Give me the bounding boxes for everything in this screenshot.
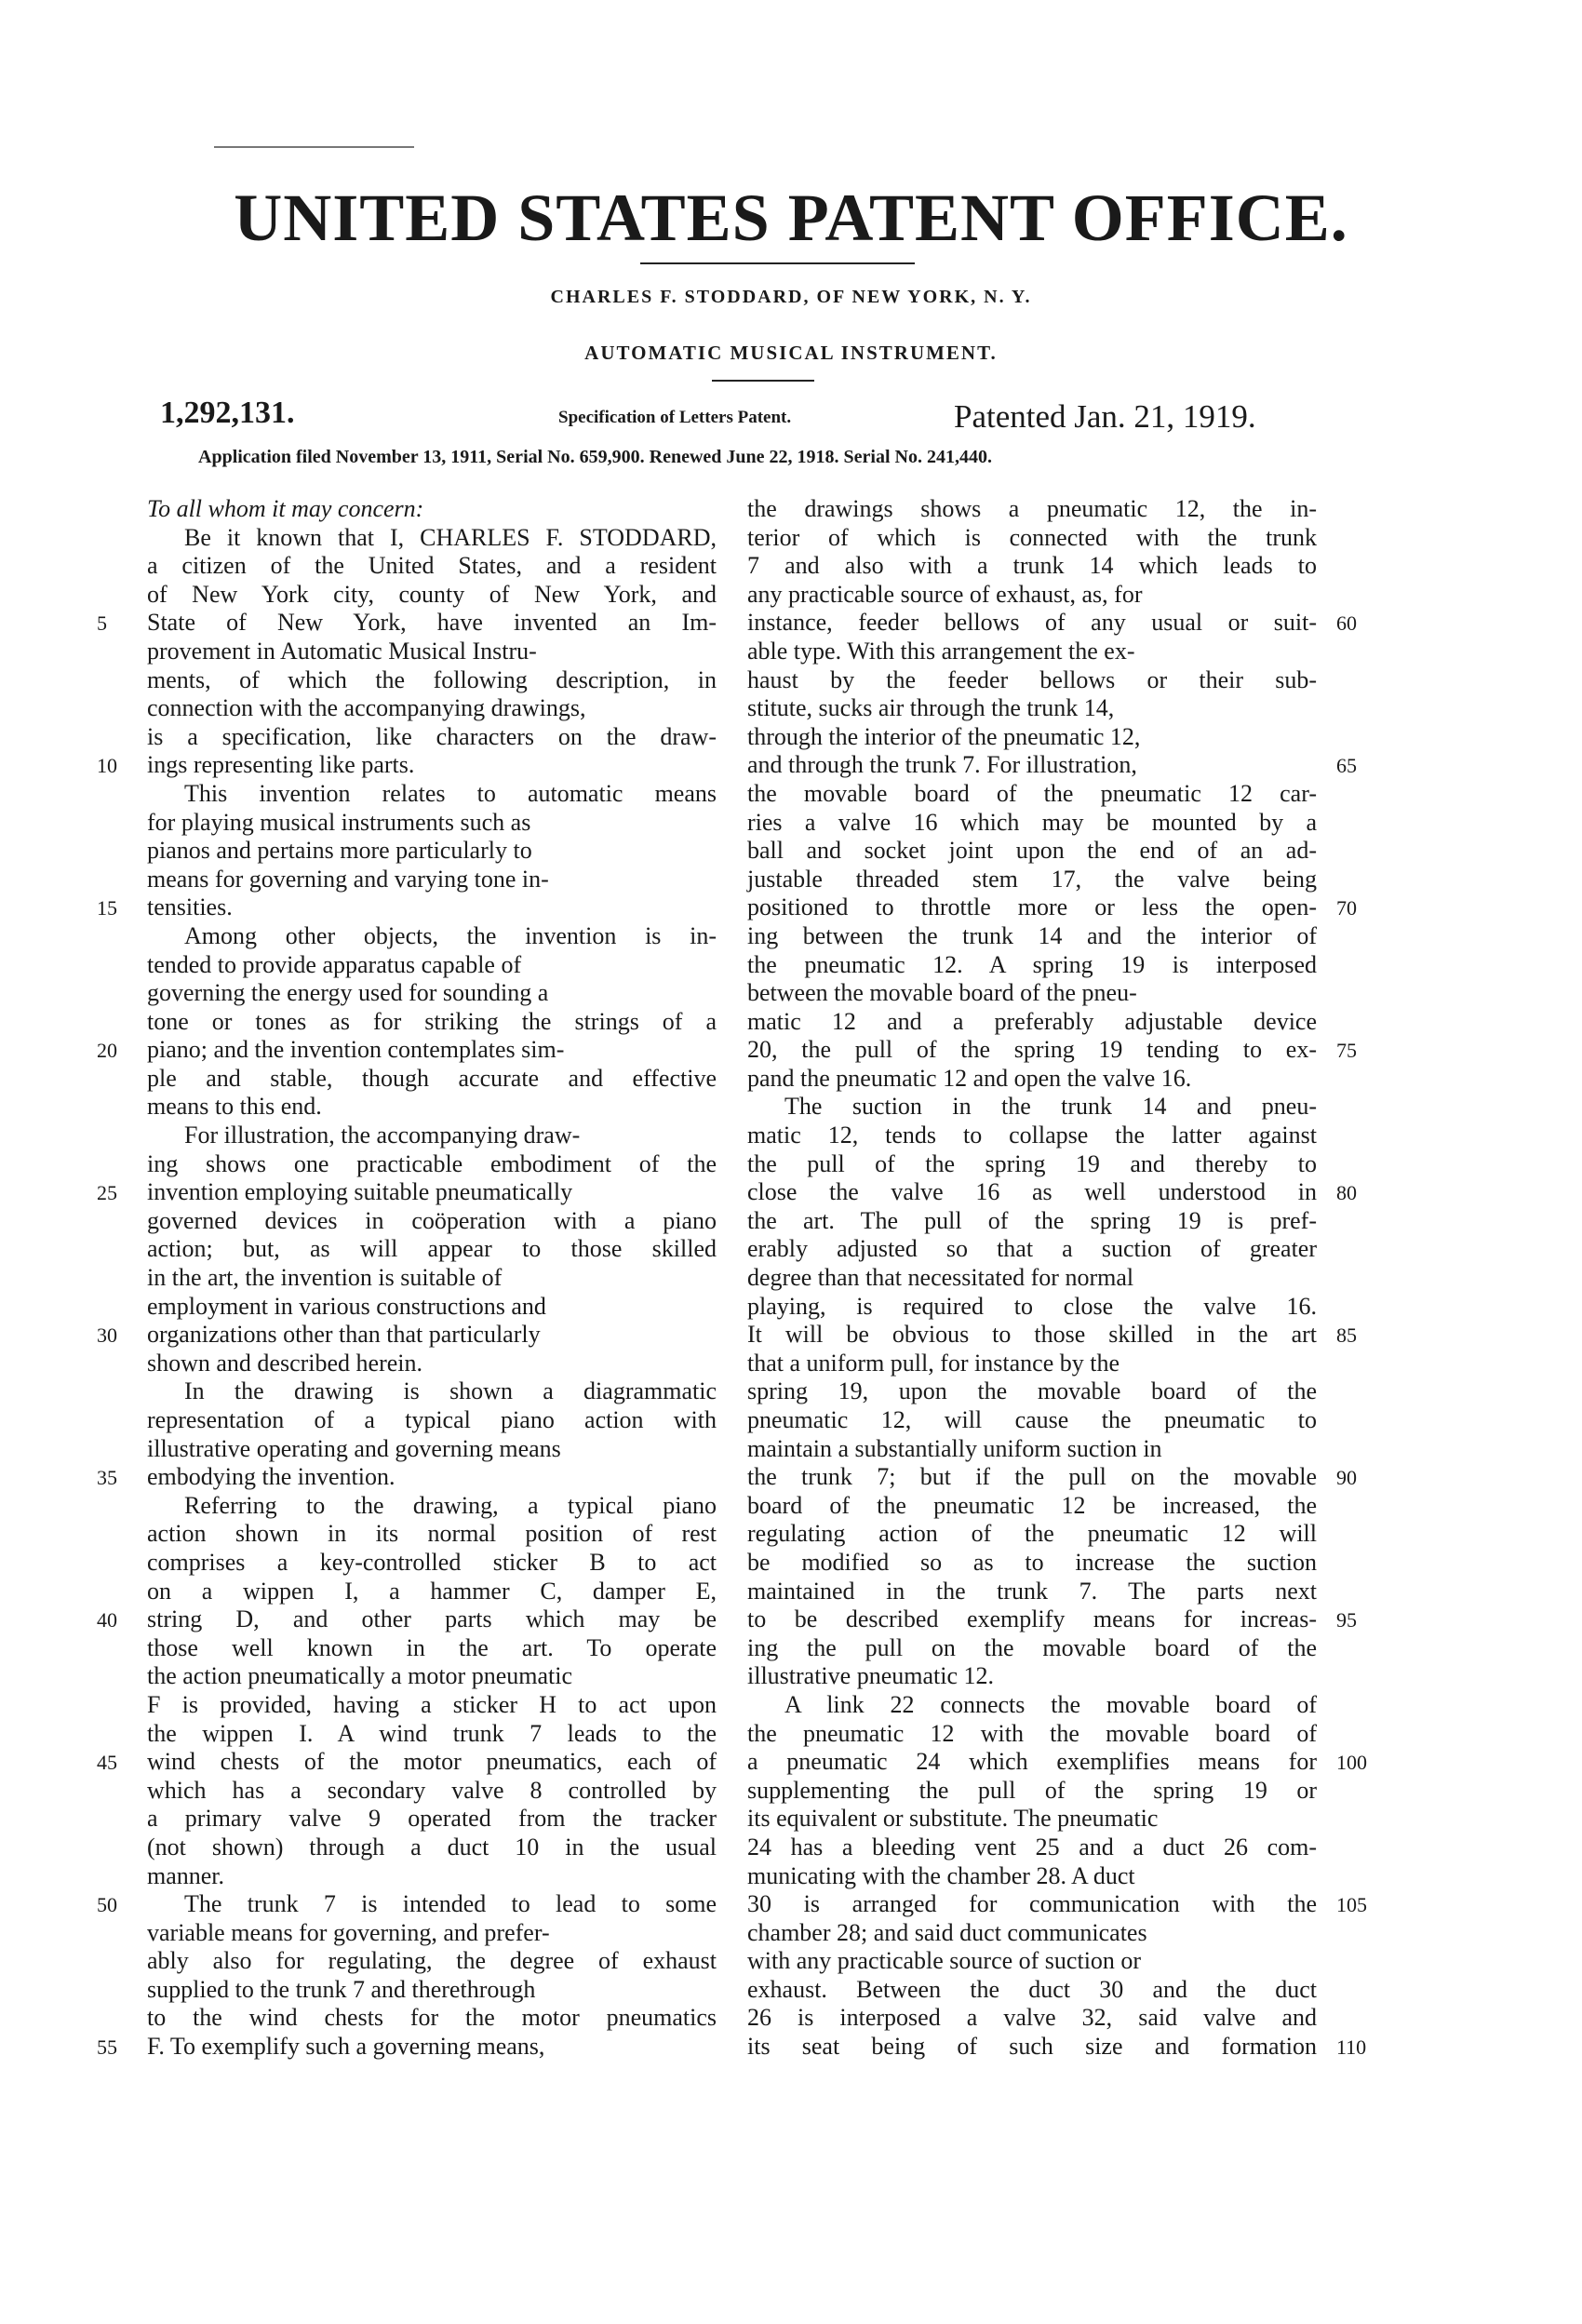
text-line: manner. [147, 1861, 225, 1889]
text-line: pneumatic 12, will cause the pneumatic to [747, 1406, 1317, 1433]
text-line: string D, and other parts which may be [147, 1605, 717, 1633]
text-line: This invention relates to automatic means [184, 779, 717, 807]
text-line: ings representing like parts. [147, 751, 415, 779]
text-line: F is provided, having a sticker H to act upon [147, 1690, 717, 1718]
text-line: ries a valve 16 which may be mounted by a [747, 808, 1317, 836]
text-line: the art. The pull of the spring 19 is pref- [747, 1206, 1317, 1234]
text-line: on a wippen I, a hammer C, damper E, [147, 1577, 717, 1605]
text-line: pand the pneumatic 12 and open the valve 16. [747, 1064, 1192, 1092]
line-number: 60 [1336, 611, 1357, 636]
specification-label: Specification of Letters Patent. [558, 408, 792, 427]
text-line: ball and socket joint upon the end of an ad- [747, 837, 1317, 865]
text-line: Among other objects, the invention is in- [184, 921, 717, 949]
title-underline-rule [640, 262, 915, 264]
text-line: 24 has a bleeding vent 25 and a duct 26 com- [747, 1833, 1317, 1861]
text-line: wind chests of the motor pneumatics, each of [147, 1748, 717, 1776]
line-number: 65 [1336, 754, 1357, 778]
line-number: 90 [1336, 1466, 1357, 1490]
text-line: means to this end. [147, 1093, 322, 1121]
text-line: is a specification, like characters on the draw- [147, 722, 717, 750]
line-number: 45 [97, 1751, 117, 1775]
text-line: the movable board of the pneumatic 12 car- [747, 779, 1317, 807]
text-line: a citizen of the United States, and a resident [147, 552, 717, 580]
text-line: 26 is interposed a valve 32, said valve and [747, 2004, 1317, 2032]
text-line: a primary valve 9 operated from the tracker [147, 1805, 717, 1833]
line-number: 30 [97, 1323, 117, 1348]
line-number: 15 [97, 896, 117, 920]
text-line: that a uniform pull, for instance by the [747, 1349, 1120, 1377]
line-number: 35 [97, 1466, 117, 1490]
text-line: provement in Automatic Musical Instru- [147, 637, 537, 665]
line-number: 105 [1336, 1893, 1367, 1917]
text-line: variable means for governing, and prefer- [147, 1918, 550, 1946]
text-line: terior of which is connected with the trunk [747, 523, 1317, 551]
text-line: invention employing suitable pneumatically [147, 1178, 573, 1206]
text-line: maintained in the trunk 7. The parts next [747, 1577, 1317, 1605]
invention-title: AUTOMATIC MUSICAL INSTRUMENT. [584, 342, 998, 364]
invention-title-rule [712, 380, 814, 382]
text-line: Be it known that I, CHARLES F. STODDARD, [184, 523, 717, 551]
text-line: playing, is required to close the valve 16. [747, 1292, 1317, 1320]
line-number: 40 [97, 1608, 117, 1632]
text-line: the pneumatic 12 with the movable board of [747, 1719, 1317, 1747]
patent-number: 1,292,131. [160, 396, 295, 430]
line-number: 95 [1336, 1608, 1357, 1632]
line-number: 100 [1336, 1751, 1367, 1775]
text-line: piano; and the invention contemplates sim- [147, 1036, 565, 1064]
text-line: (not shown) through a duct 10 in the usual [147, 1833, 717, 1861]
text-line: ple and stable, though accurate and effective [147, 1064, 717, 1092]
text-line: pianos and pertains more particularly to [147, 837, 532, 865]
text-line: action shown in its normal position of rest [147, 1520, 717, 1548]
text-line: be modified so as to increase the suction [747, 1548, 1317, 1576]
text-line: haust by the feeder bellows or their sub- [747, 665, 1317, 693]
text-line: erably adjusted so that a suction of greater [747, 1235, 1317, 1263]
right-text-column [747, 495, 1317, 2062]
text-line: It will be obvious to those skilled in the art [747, 1321, 1317, 1349]
text-line: close the valve 16 as well understood in [747, 1178, 1317, 1206]
text-line: board of the pneumatic 12 be increased, the [747, 1491, 1317, 1519]
text-line: the pull of the spring 19 and thereby to [747, 1149, 1317, 1177]
text-line: To all whom it may concern: [147, 495, 424, 522]
text-line: shown and described herein. [147, 1349, 423, 1377]
text-line: the drawings shows a pneumatic 12, the in- [747, 495, 1317, 522]
text-line: tended to provide apparatus capable of [147, 950, 522, 978]
text-line: which has a secondary valve 8 controlled by [147, 1776, 717, 1804]
text-line: between the movable board of the pneu- [747, 979, 1137, 1007]
text-line: connection with the accompanying drawings, [147, 694, 586, 722]
text-line: spring 19, upon the movable board of the [747, 1377, 1317, 1405]
text-line: through the interior of the pneumatic 12, [747, 722, 1141, 750]
text-line: A link 22 connects the movable board of [784, 1690, 1317, 1718]
line-number: 50 [97, 1893, 117, 1917]
line-number: 5 [97, 611, 107, 636]
text-line: any practicable source of exhaust, as, for [747, 580, 1143, 608]
text-line: municating with the chamber 28. A duct [747, 1861, 1135, 1889]
text-line: supplementing the pull of the spring 19 or [747, 1776, 1317, 1804]
text-line: ing between the trunk 14 and the interior of [747, 921, 1317, 949]
text-line: those well known in the art. To operate [147, 1633, 717, 1661]
text-line: chamber 28; and said duct communicates [747, 1918, 1147, 1946]
patented-date: Patented Jan. 21, 1919. [954, 398, 1256, 435]
line-number: 70 [1336, 896, 1357, 920]
text-line: In the drawing is shown a diagrammatic [184, 1377, 717, 1405]
text-line: employment in various constructions and [147, 1292, 546, 1320]
text-line: to the wind chests for the motor pneumatics [147, 2004, 717, 2032]
text-line: a pneumatic 24 which exemplifies means for [747, 1748, 1317, 1776]
line-number: 10 [97, 754, 117, 778]
text-line: embodying the invention. [147, 1463, 396, 1491]
text-line: supplied to the trunk 7 and therethrough [147, 1975, 536, 2003]
text-line: degree than that necessitated for normal [747, 1264, 1134, 1292]
text-line: 7 and also with a trunk 14 which leads to [747, 552, 1317, 580]
line-number: 80 [1336, 1181, 1357, 1205]
text-line: and through the trunk 7. For illustration, [747, 751, 1137, 779]
text-line: maintain a substantially uniform suction in [747, 1434, 1162, 1462]
text-line: to be described exemplify means for increas- [747, 1605, 1317, 1633]
line-number: 85 [1336, 1323, 1357, 1348]
text-line: its equivalent or substitute. The pneumatic [747, 1805, 1159, 1833]
text-line: governed devices in coöperation with a piano [147, 1206, 717, 1234]
text-line: governing the energy used for sounding a [147, 979, 549, 1007]
left-text-column [147, 495, 717, 2062]
text-line: F. To exemplify such a governing means, [147, 2033, 545, 2061]
text-line: illustrative pneumatic 12. [747, 1662, 994, 1690]
text-line: illustrative operating and governing means [147, 1434, 561, 1462]
line-number: 55 [97, 2035, 117, 2060]
line-number: 20 [97, 1039, 117, 1063]
text-line: in the art, the invention is suitable of [147, 1264, 503, 1292]
text-line: 20, the pull of the spring 19 tending to ex- [747, 1036, 1317, 1064]
text-line: ably also for regulating, the degree of exhaust [147, 1947, 717, 1975]
text-line: tone or tones as for striking the strings of a [147, 1007, 717, 1035]
text-line: the action pneumatically a motor pneumatic [147, 1662, 573, 1690]
text-line: ing the pull on the movable board of the [747, 1633, 1317, 1661]
text-line: The trunk 7 is intended to lead to some [184, 1890, 717, 1918]
text-line: with any practicable source of suction or [747, 1947, 1142, 1975]
text-line: the wippen I. A wind trunk 7 leads to the [147, 1719, 717, 1747]
text-line: the trunk 7; but if the pull on the movable [747, 1463, 1317, 1491]
text-line: ing shows one practicable embodiment of the [147, 1149, 717, 1177]
text-line: able type. With this arrangement the ex- [747, 637, 1135, 665]
line-number: 110 [1336, 2035, 1367, 2060]
text-line: stitute, sucks air through the trunk 14, [747, 694, 1115, 722]
text-line: ments, of which the following description, in [147, 665, 717, 693]
application-filing-line: Application filed November 13, 1911, Serial No. 659,900. Renewed June 22, 1918. Serial No. 241,440. [198, 447, 992, 467]
text-line: positioned to throttle more or less the open- [747, 893, 1317, 921]
text-line: representation of a typical piano action with [147, 1406, 717, 1433]
text-line: The suction in the trunk 14 and pneu- [784, 1093, 1317, 1121]
text-line: comprises a key-controlled sticker B to act [147, 1548, 717, 1576]
inventor-line: CHARLES F. STODDARD, OF NEW YORK, N. Y. [550, 287, 1032, 307]
line-number: 75 [1336, 1039, 1357, 1063]
text-line: Referring to the drawing, a typical piano [184, 1491, 717, 1519]
text-line: tensities. [147, 893, 233, 921]
text-line: 30 is arranged for communication with the [747, 1890, 1317, 1918]
text-line: justable threaded stem 17, the valve being [747, 865, 1317, 893]
text-line: the pneumatic 12. A spring 19 is interposed [747, 950, 1317, 978]
text-line: instance, feeder bellows of any usual or suit- [747, 609, 1317, 637]
text-line: State of New York, have invented an Im- [147, 609, 717, 637]
text-line: means for governing and varying tone in- [147, 865, 549, 893]
text-line: exhaust. Between the duct 30 and the duct [747, 1975, 1317, 2003]
line-number: 25 [97, 1181, 117, 1205]
header-decorative-rule [214, 146, 414, 148]
text-line: its seat being of such size and formation [747, 2033, 1317, 2061]
text-line: matic 12, tends to collapse the latter against [747, 1122, 1317, 1149]
text-line: organizations other than that particularly [147, 1321, 541, 1349]
text-line: For illustration, the accompanying draw- [184, 1122, 581, 1149]
text-line: regulating action of the pneumatic 12 will [747, 1520, 1317, 1548]
text-line: action; but, as will appear to those skilled [147, 1235, 717, 1263]
text-line: for playing musical instruments such as [147, 808, 531, 836]
text-line: matic 12 and a preferably adjustable device [747, 1007, 1317, 1035]
text-line: of New York city, county of New York, and [147, 580, 717, 608]
office-title: UNITED STATES PATENT OFFICE. [234, 181, 1348, 255]
